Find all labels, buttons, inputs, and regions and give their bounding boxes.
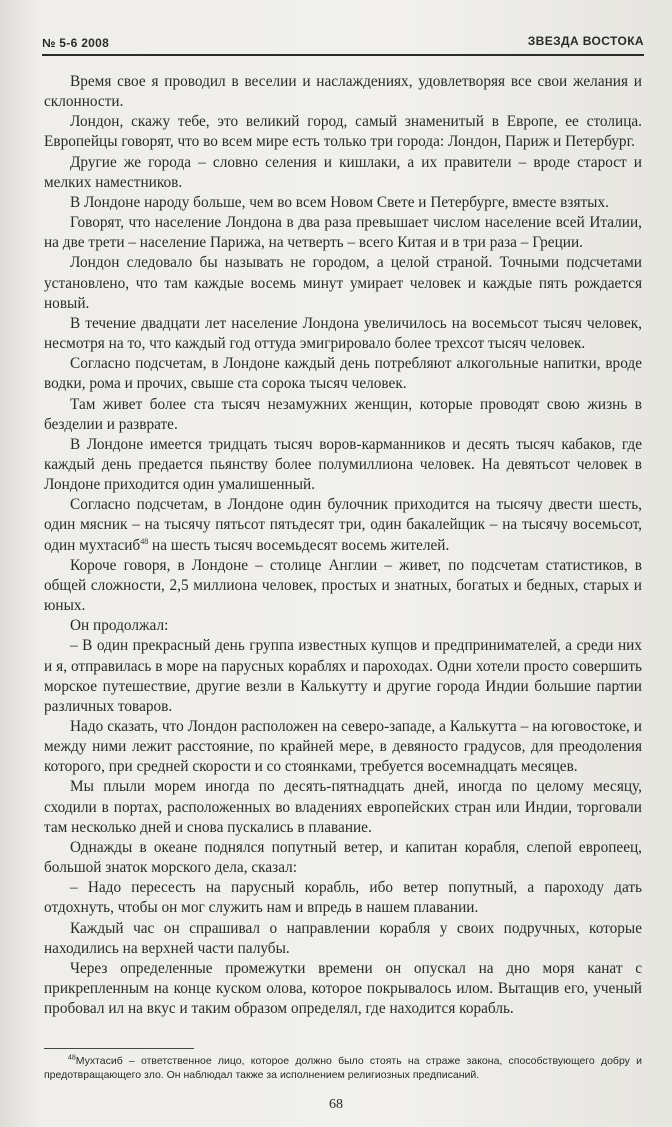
- paragraph: Там живет более ста тысяч незамужних женщин, которые проводят свою жизнь в безделии и разврате.: [44, 395, 642, 433]
- paragraph: Короче говоря, в Лондоне – столице Англии – живет, по подсчетам статистиков, в общей сложности, 2,5 миллиона человек, простых и знатных, богатых и бедных, старых и юных.: [44, 556, 642, 615]
- paragraph: В течение двадцати лет население Лондона увеличилось на восемьсот тысяч человек, несмотря на то, что каждый год оттуда эмигрировало более трехсот тысяч человек.: [44, 314, 642, 353]
- paragraph: Согласно подсчетам, в Лондоне каждый день потребляют алкогольные напитки, вроде водки, рома и прочих, свыше ста сорока тысяч человек.: [44, 355, 642, 393]
- paragraph: Лондон, скажу тебе, это великий город, самый знаменитый в Европе, ее столица. Европейцы говорят, что во всем мире есть только три города: Лондон, Париж и Петербург.: [44, 113, 642, 151]
- paragraph: Однажды в океане поднялся попутный ветер, и капитан корабля, слепой европеец, большой знаток морского дела, сказал:: [44, 838, 642, 877]
- paragraph: Он продолжал:: [70, 617, 169, 635]
- issue-number: № 5-6 2008: [42, 36, 110, 50]
- paragraph: – В один прекрасный день группа известных купцов и предпринимателей, а среди них и я, отправилась в море на парусных кораблях и пароходах. Одни хотели просто совершить морское путешествие, другие везли в Калькутту и другие города Индии большие партии различных товаров.: [44, 637, 642, 715]
- paragraph: Другие же города – словно селения и кишлаки, а их правители – вроде старост и мелких наместников.: [44, 153, 642, 191]
- paragraph: Через определенные промежутки времени он опускал на дно моря канат с прикрепленным на конце куском олова, которое покрывалось илом. Вытащив его, ученый пробовал ил на вкус и таким образом определял, где находится корабль.: [44, 959, 642, 1018]
- paragraph: – Надо пересесть на парусный корабль, ибо ветер попутный, а пароходу дать отдохнуть, чтобы он мог служить нам и впредь в нашем плавании.: [44, 879, 642, 917]
- article-body: [44, 72, 642, 1019]
- paragraph: В Лондоне народу больше, чем во всем Новом Свете и Петербурге, вместе взятых.: [70, 193, 609, 211]
- paragraph: В Лондоне имеется тридцать тысяч воров-карманников и десять тысяч кабаков, где каждый день предается пьянству более полумиллиона человек. На девятьсот человек в Лондоне приходится один умалишенный.: [44, 435, 642, 494]
- paragraph: Каждый час он спрашивал о направлении корабля у своих подручных, которые находились на верхней части палубы.: [44, 919, 642, 957]
- paragraph: Лондон следовало бы называть не городом, а целой страной. Точными подсчетами установлено, что там каждые восемь минут умирает человек и каждые пять рождается новый.: [44, 254, 642, 312]
- footnote-reference: 48: [140, 536, 149, 546]
- paragraph: Говорят, что население Лондона в два раза превышает числом население всей Италии, на две трети – население Парижа, на четверть – всего Китая и в три раза – Греции.: [44, 214, 642, 252]
- paragraph-census: [44, 495, 642, 555]
- footnote-text: Мухтасиб – ответственное лицо, которое должно было стоять на страже закона, способствующего добру и предотвращающего зло. Он наблюдал также за исполнением религиозных предписаний.: [44, 1055, 642, 1081]
- footnote: [44, 1054, 642, 1082]
- paragraph: Время свое я проводил в веселии и наслаждениях, удовлетворяя все свои желания и склонности.: [44, 73, 642, 111]
- footnote-mark: 48: [68, 1054, 76, 1062]
- page-number: 68: [329, 1097, 343, 1112]
- census-text-start: Согласно подсчетам, в Лондоне один булочник приходится на тысячу двести шесть, один мясник – на тысячу пятьсот пятьдесят три, один бакалейщик – на тысячу восемьсот, один мухтасиб: [44, 496, 642, 554]
- footnote-divider: [44, 1048, 194, 1049]
- running-header: [42, 34, 644, 56]
- census-text-end: на шесть тысяч восемьдесят восемь жителей.: [148, 536, 450, 554]
- journal-title: ЗВЕЗДА ВОСТОКА: [527, 34, 644, 48]
- paragraph: Мы плыли морем иногда по десять-пятнадцать дней, иногда по целому месяцу, сходили в портах, расположенных во владениях европейских стран или Индии, торговали там несколько дней и снова пускались в плавание.: [44, 778, 642, 836]
- paragraph: Надо сказать, что Лондон расположен на северо-западе, а Калькутта – на юговостоке, и между ними лежит расстояние, по крайней мере, в девяносто градусов, для преодоления которого, при средней скорости и со стоянками, требуется восемнадцать месяцев.: [44, 718, 642, 776]
